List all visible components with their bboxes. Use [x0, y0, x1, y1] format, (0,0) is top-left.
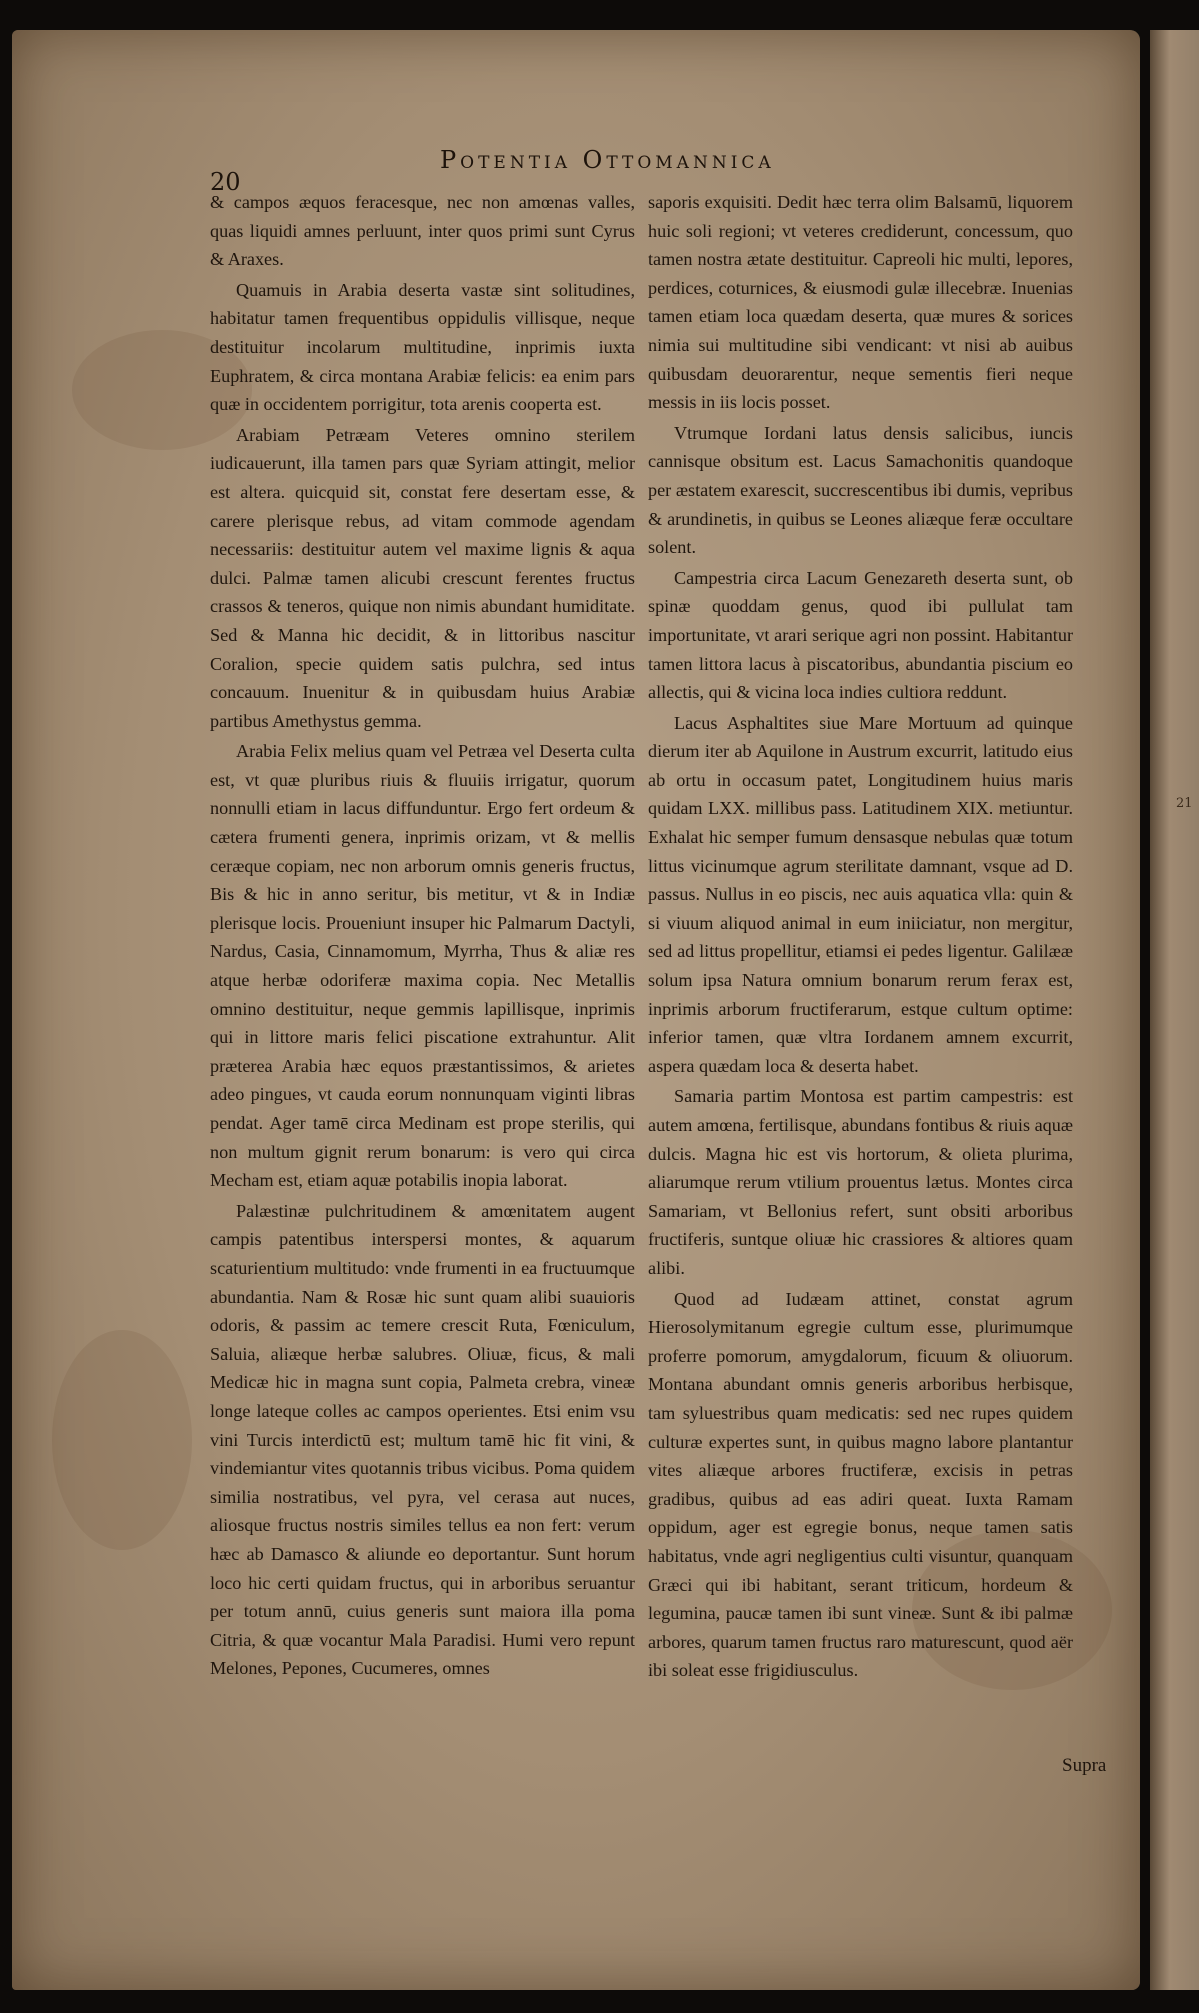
facing-page-number: 21: [1176, 796, 1193, 811]
facing-page-edge: [1150, 30, 1199, 1990]
paragraph: Samaria partim Montosa est partim campestris: est autem amœna, fertilisque, abundans fontibus & riuis aquæ dulcis. Magna hic est vis hortorum, & olieta plurima, aliarumque rerum vtilium prouentus lætus. Montes circa Samariam, vt Bellonius refert, sunt obsiti arboribus fructiferis, suntque oliuæ hic crassiores & altiores quam alibi.: [648, 1086, 1073, 1278]
right-text-column: [648, 188, 1073, 1783]
paragraph: Lacus Asphaltites siue Mare Mortuum ad quinque dierum iter ab Aquilone in Austrum excurrit, latitudo eius ab ortu in occasum patet, Longitudinem huius maris quidam LXX. millibus pass. Latitudinem XIX. metiuntur. Exhalat hic semper fumum densasque nebulas quæ totum littus vicinumque agrum sterilitate damnant, vsque ad D. passus. Nullus in eo piscis, nec auis aquatica vlla: quin & si viuum aliquod animal in eum iniiciatur, non mergitur, sed ad littus propellitur, etiamsi ei pedes ligentur. Galilææ solum ipsa Natura omnium bonarum rerum ferax est, inprimis arborum fructiferarum, estque cultum optime: inferior tamen, quæ vltra Iordanem amnem excurrit, aspera quædam loca & deserta habet.: [648, 712, 1073, 1076]
paragraph: Campestria circa Lacum Genezareth deserta sunt, ob spinæ quoddam genus, quod ibi pullulat tam importunitate, vt arari serique agri non possint. Habitantur tamen littora lacus à piscatoribus, abundantia piscium eo allectis, qui & vicina loca indies cultiora reddunt.: [648, 567, 1073, 703]
page-number: 20: [210, 168, 241, 196]
catchword: Supra: [1062, 1755, 1107, 1776]
running-title: Potentia Ottomannica: [440, 146, 775, 174]
paper-stain: [52, 1330, 192, 1550]
paragraph: Quod ad Iudæam attinet, constat agrum Hierosolymitanum egregie cultum esse, plurimumque proferre pomorum, amygdalorum, ficuum & oliuorum. Montana abundant omnis generis arboribus herbisque, tam syluestribus quam medicatis: sed nec rupes quidem culturæ expertes sunt, in quibus magno labore plantantur vites aliæque arbores fructiferæ, excisis in petras gradibus, quibus ad eas adiri queat. Iuxta Ramam oppidum, ager est egregie bonus, neque tamen satis habitatus, vnde agri negligentius culti visuntur, quanquam Græci qui ibi habitant, serant triticum, hordeum & legumina, paucæ tamen ibi sunt vineæ. Sunt & ibi palmæ arbores, quarum tamen fructus raro maturescunt, quod aër ibi soleat esse frigidiusculus.: [648, 1288, 1073, 1681]
page-header: [210, 146, 1070, 196]
paragraph: Vtrumque Iordani latus densis salicibus, iuncis cannisque obsitum est. Lacus Samachonitis quandoque per æstatem exarescit, succrescentibus ibi dumis, vepribus & arundinetis, in quibus se Leones aliæque feræ occultare solent.: [648, 422, 1073, 558]
paragraph: saporis exquisiti. Dedit hæc terra olim Balsamū, liquorem huic soli regioni; vt veteres crediderunt, concessum, quo tamen nostra ætate destituitur. Capreoli hic multi, lepores, perdices, coturnices, & eiusmodi gulæ illecebræ. Inuenias tamen etiam loca quædam deserta, quæ mures & sorices nimia sui multitudine sibi vendicant: vt nisi ab auibus quibusdam deuorarentur, neque sementis fieri neque messis in iis locis posset.: [648, 192, 1073, 413]
paragraph: Arabia Felix melius quam vel Petræa vel Deserta culta est, vt quæ pluribus riuis & fluuiis irrigatur, quorum nonnulli etiam in lacus diffunduntur. Ergo fert ordeum & cætera frumenti genera, inprimis orizam, vt & mellis ceræque copiam, nec non arborum omnis generis fructus, Bis & hic in anno seritur, bis metitur, vt & in Indiæ plerisque locis. Proueniunt insuper hic Palmarum Dactyli, Nardus, Casia, Cinnamomum, Myrrha, Thus & aliæ res atque herbæ odoriferæ maxima copia. Nec Metallis omnino destituitur, neque gemmis lapillisque, inprimis qui in littore maris felici piscatione extrahuntur. Alit præterea Arabia hæc equos præstantissimos, & arietes adeo pingues, vt cauda eorum nonnunquam viginti libras pendat. Ager tamē circa Medinam est prope sterilis, qui non multum gignit rerum bonarum: is vero qui circa Mecham est, etiam aquæ potabilis inopia laborat.: [210, 741, 635, 1191]
left-text-column: [210, 188, 635, 1783]
paragraph: Palæstinæ pulchritudinem & amœnitatem augent campis patentibus interspersi montes, & aquarum scaturientium multitudo: vnde frumenti in ea fructuumque abundantia. Nam & Rosæ hic sunt quam alibi suauioris odoris, & passim ac temere crescit Ruta, Fœniculum, Saluia, aliæque herbæ salubres. Oliuæ, ficus, & mali Medicæ hic in magna sunt copia, Palmeta crebra, vineæ longe lateque colles ac campos operientes. Etsi enim vsu vini Turcis interdictū est; multum tamē hic fit vini, & vindemiantur vites quotannis tribus vicibus. Poma quidem similia nostratibus, vel pyra, vel cerasa aut nuces, aliosque fructus nostris similes tellus ea non fert: verum hæc ab Damasco & aliunde eo deportantur. Sunt horum loco hic certi quidam fructus, qui in arboribus seruantur per totum annū, cuius generis sunt maiora illa poma Citria, & quæ vocantur Mala Paradisi. Humi vero repunt Melones, Pepones, Cucumeres, omnes: [210, 1200, 635, 1679]
paragraph: & campos æquos feracesque, nec non amœnas valles, quas liquidi amnes perluunt, inter quos primi sunt Cyrus & Araxes.: [210, 192, 635, 270]
paragraph: Quamuis in Arabia deserta vastæ sint solitudines, habitatur tamen frequentibus oppidulis villisque, neque destituitur incolarum multitudine, inprimis iuxta Euphratem, & circa montana Arabiæ felicis: ea enim pars quæ in occidentem porrigitur, tota arenis cooperta est.: [210, 279, 635, 415]
paragraph: Arabiam Petræam Veteres omnino sterilem iudicauerunt, illa tamen pars quæ Syriam attingit, melior est altera. quicquid sit, constat fere desertam esse, & carere plerisque rebus, ad vitam commode agendam necessariis: destituitur autem vel maxime lignis & aqua dulci. Palmæ tamen alicubi crescunt ferentes fructus crassos & teneros, quique non nimis abundant humiditate. Sed & Manna hic decidit, & in littoribus nascitur Coralion, specie quidem satis pulchra, sed intus concauum. Inuenitur & in quibusdam huius Arabiæ partibus Amethystus gemma.: [210, 424, 635, 731]
